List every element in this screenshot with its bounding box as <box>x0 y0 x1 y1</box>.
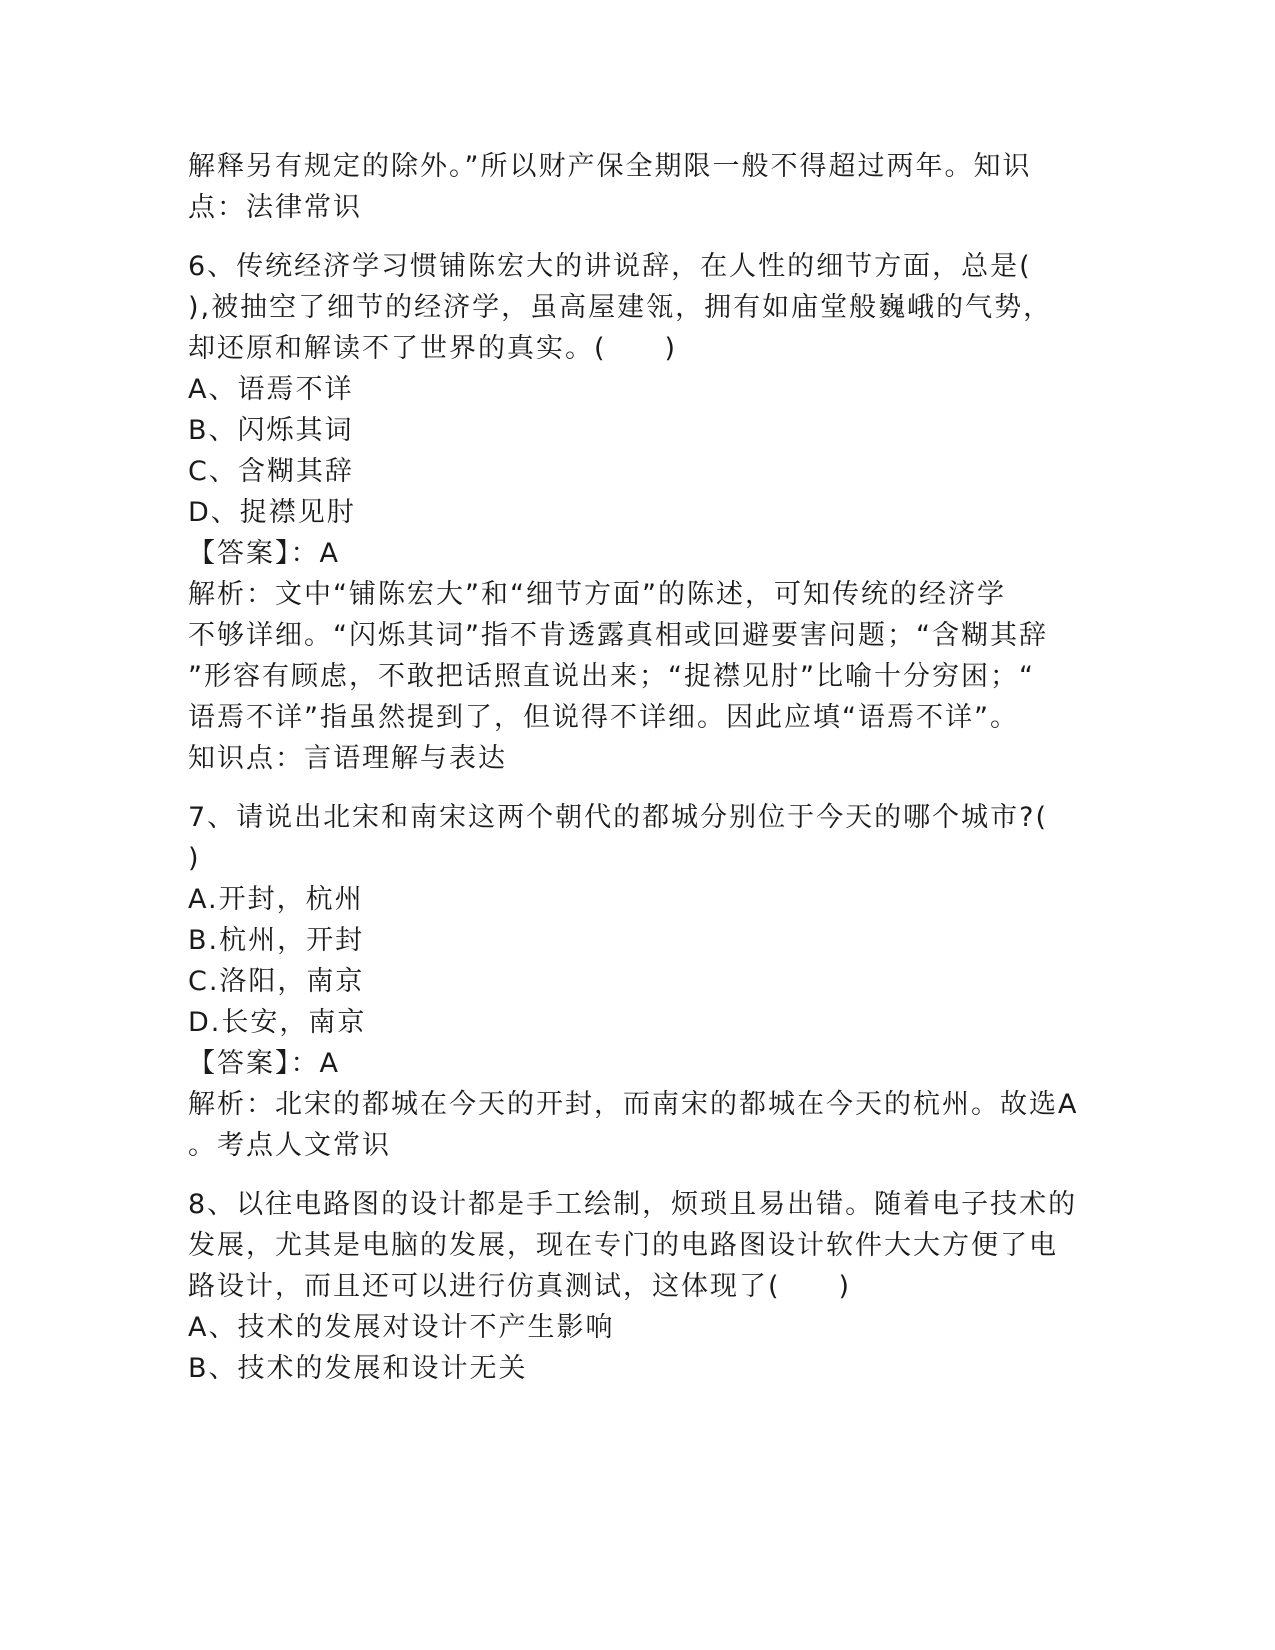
analysis-line: 。考点人文常识 <box>188 1130 391 1161</box>
question-stem-line: ),被抽空了细节的经济学，虽高屋建瓴，拥有如庙堂般巍峨的气势， <box>188 292 1053 323</box>
analysis-line: 不够详细。“闪烁其词”指不肯透露真相或回避要害问题；“含糊其辞 <box>188 620 1048 651</box>
option-c: C.洛阳，南京 <box>188 966 365 997</box>
option-b: B、闪烁其词 <box>188 415 354 446</box>
question-8 <box>188 1184 1088 1389</box>
option-a: A、技术的发展对设计不产生影响 <box>188 1312 615 1343</box>
question-6 <box>188 246 1088 779</box>
analysis-line: ”形容有顾虑，不敢把话照直说出来；“捉襟见肘”比喻十分穷困；“ <box>188 661 1035 692</box>
document-content <box>188 146 1088 1389</box>
analysis-line: 语焉不详”指虽然提到了，但说得不详细。因此应填“语焉不详”。 <box>188 702 1019 733</box>
option-d: D.长安，南京 <box>188 1007 367 1038</box>
previous-question-fragment <box>188 146 1088 228</box>
question-stem-line: 路设计，而且还可以进行仿真测试，这体现了( ) <box>188 1271 852 1302</box>
answer-line: 【答案】：A <box>188 1048 340 1079</box>
analysis-line: 解析：文中“铺陈宏大”和“细节方面”的陈述，可知传统的经济学 <box>188 579 1006 610</box>
question-stem-line: 发展，尤其是电脑的发展，现在专门的电路图设计软件大大方便了电 <box>188 1230 1058 1261</box>
analysis-line: 解析：北宋的都城在今天的开封，而南宋的都城在今天的杭州。故选A <box>188 1089 1079 1120</box>
option-c: C、含糊其辞 <box>188 456 354 487</box>
question-stem-line: 8、以往电路图的设计都是手工绘制，烦琐且易出错。随着电子技术的 <box>188 1189 1078 1220</box>
text-line: 解释另有规定的除外。”所以财产保全期限一般不得超过两年。知识 <box>188 151 1032 182</box>
option-a: A、语焉不详 <box>188 374 354 405</box>
question-stem-line: ) <box>188 843 201 874</box>
option-b: B、技术的发展和设计无关 <box>188 1353 528 1384</box>
question-stem-line: 7、请说出北宋和南宋这两个朝代的都城分别位于今天的哪个城市?( <box>188 802 1049 833</box>
option-d: D、捉襟见肘 <box>188 497 356 528</box>
option-b: B.杭州，开封 <box>188 925 365 956</box>
option-a: A.开封，杭州 <box>188 884 364 915</box>
question-stem-line: 6、传统经济学习惯铺陈宏大的讲说辞，在人性的细节方面，总是( <box>188 251 1032 282</box>
answer-line: 【答案】：A <box>188 538 340 569</box>
question-stem-line: 却还原和解读不了世界的真实。( ) <box>188 333 678 364</box>
text-line: 点：法律常识 <box>188 192 362 223</box>
analysis-line: 知识点：言语理解与表达 <box>188 743 507 774</box>
question-7 <box>188 797 1088 1166</box>
